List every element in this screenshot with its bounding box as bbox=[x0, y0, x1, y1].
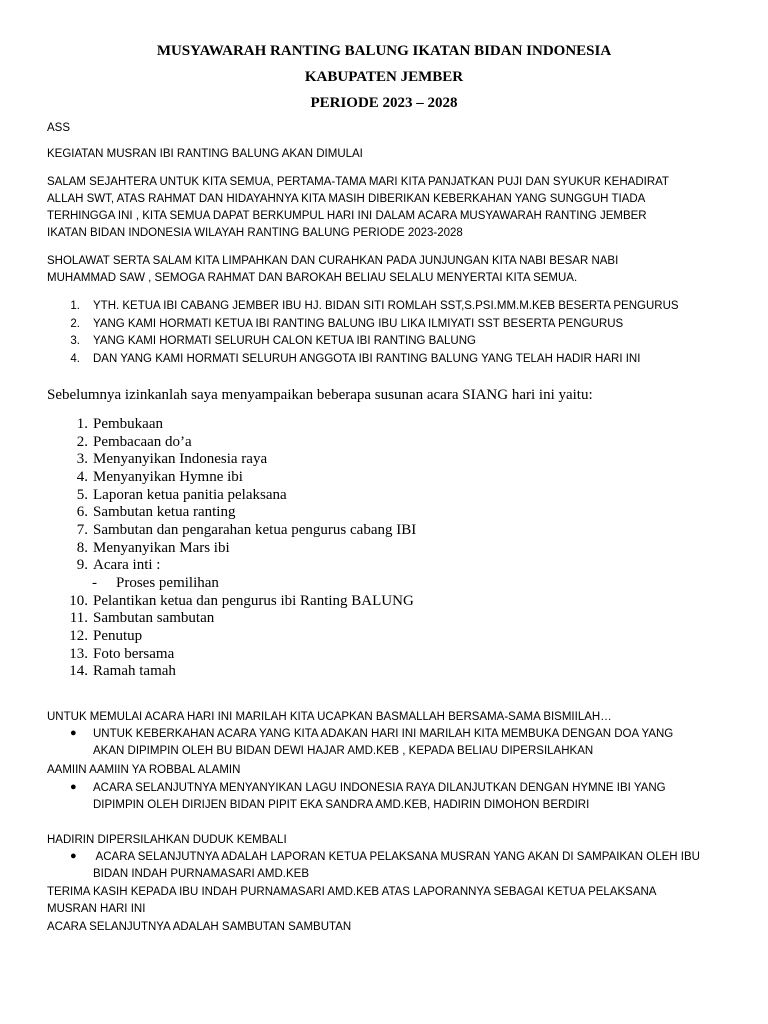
agenda-number: 5. bbox=[76, 487, 88, 503]
doa-line: UNTUK KEBERKAHAN ACARA YANG KITA ADAKAN HARI INI MARILAH KITA MEMBUKA DENGAN DOA YANG bbox=[93, 728, 674, 740]
laporan-line: BIDAN INDAH PURNAMASARI AMD.KEB bbox=[93, 868, 309, 880]
agenda-item: Acara inti : bbox=[93, 557, 161, 573]
agenda-item: Sambutan ketua ranting bbox=[93, 504, 236, 520]
opening-start: KEGIATAN MUSRAN IBI RANTING BALUNG AKAN DIMULAI bbox=[47, 148, 363, 160]
honorific-item: DAN YANG KAMI HORMATI SELURUH ANGGOTA IBI RANTING BALUNG YANG TELAH HADIR HARI INI bbox=[93, 353, 641, 365]
agenda-number: 7. bbox=[76, 522, 88, 538]
salam-line: SALAM SEJAHTERA UNTUK KITA SEMUA, PERTAMA-TAMA MARI KITA PANJATKAN PUJI DAN SYUKUR KEHADIRAT bbox=[47, 176, 669, 188]
sholawat-line: SHOLAWAT SERTA SALAM KITA LIMPAHKAN DAN CURAHKAN PADA JUNJUNGAN KITA NABI BESAR NABI bbox=[47, 255, 619, 267]
aamiin-line: AAMIIN AAMIIN YA ROBBAL ALAMIN bbox=[47, 764, 241, 776]
bullet-icon: ● bbox=[70, 850, 77, 862]
greeting: ASS bbox=[47, 122, 71, 134]
agenda-item: Sambutan dan pengarahan ketua pengurus cabang IBI bbox=[93, 522, 417, 538]
sambutan-line: ACARA SELANJUTNYA ADALAH SAMBUTAN SAMBUTAN bbox=[47, 921, 352, 933]
agenda-item: Menyanyikan Mars ibi bbox=[93, 540, 230, 556]
agenda-number: 11. bbox=[69, 610, 88, 626]
bullet-icon: ● bbox=[70, 781, 77, 793]
salam-line: ALLAH SWT, ATAS RAHMAT DAN HIDAYAHNYA KITA MASIH DIBERIKAN KEBERKAHAN YANG SUNGGUH TIADA bbox=[47, 193, 646, 205]
honorific-item: YANG KAMI HORMATI KETUA IBI RANTING BALUNG IBU LIKA ILMIYATI SST BESERTA PENGURUS bbox=[93, 318, 624, 330]
terima-kasih-line: MUSRAN HARI INI bbox=[47, 903, 146, 915]
header-region: KABUPATEN JEMBER bbox=[304, 69, 464, 85]
agenda-number: 12. bbox=[69, 628, 88, 644]
agenda-item: Penutup bbox=[93, 628, 143, 644]
agenda-number: 4. bbox=[76, 469, 88, 485]
agenda-number: 3. bbox=[76, 451, 88, 467]
terima-kasih-line: TERIMA KASIH KEPADA IBU INDAH PURNAMASARI AMD.KEB ATAS LAPORANNYA SEBAGAI KETUA PELAKSANA bbox=[47, 886, 657, 898]
agenda-item: Ramah tamah bbox=[93, 663, 176, 679]
header-title: MUSYAWARAH RANTING BALUNG IKATAN BIDAN INDONESIA bbox=[156, 43, 612, 59]
agenda-number: 10. bbox=[69, 593, 88, 609]
agenda-item: Pembacaan do’a bbox=[93, 434, 192, 450]
honorific-number: 3. bbox=[70, 335, 80, 347]
basmallah-line: UNTUK MEMULAI ACARA HARI INI MARILAH KITA UCAPKAN BASMALLAH BERSAMA-SAMA BISMIILAH… bbox=[47, 711, 612, 723]
laporan-line: ACARA SELANJUTNYA ADALAH LAPORAN KETUA PELAKSANA MUSRAN YANG AKAN DI SAMPAIKAN OLEH IBU bbox=[93, 851, 700, 863]
agenda-number: 9. bbox=[76, 557, 88, 573]
honorific-number: 2. bbox=[70, 318, 80, 330]
agenda-number: 2. bbox=[76, 434, 88, 450]
honorific-number: 4. bbox=[70, 353, 80, 365]
header-period: PERIODE 2023 – 2028 bbox=[310, 95, 458, 111]
doa-line: AKAN DIPIMPIN OLEH BU BIDAN DEWI HAJAR AMD.KEB , KEPADA BELIAU DIPERSILAHKAN bbox=[93, 745, 594, 757]
agenda-number: 1. bbox=[76, 416, 88, 432]
agenda-item: Menyanyikan Hymne ibi bbox=[93, 469, 243, 485]
agenda-intro: Sebelumnya izinkanlah saya menyampaikan beberapa susunan acara SIANG hari ini yaitu: bbox=[47, 387, 593, 403]
lagu-line: DIPIMPIN OLEH DIRIJEN BIDAN PIPIT EKA SANDRA AMD.KEB, HADIRIN DIMOHON BERDIRI bbox=[93, 799, 590, 811]
agenda-item: Pelantikan ketua dan pengurus ibi Ranting BALUNG bbox=[93, 593, 414, 609]
honorific-item: YTH. KETUA IBI CABANG JEMBER IBU HJ. BIDAN SITI ROMLAH SST,S.PSI.MM.M.KEB BESERTA PENGURUS bbox=[93, 300, 679, 312]
agenda-item: Laporan ketua panitia pelaksana bbox=[93, 487, 287, 503]
agenda-item: Menyanyikan Indonesia raya bbox=[93, 451, 268, 467]
agenda-number: 8. bbox=[76, 540, 88, 556]
lagu-line: ACARA SELANJUTNYA MENYANYIKAN LAGU INDONESIA RAYA DILANJUTKAN DENGAN HYMNE IBI YANG bbox=[93, 782, 666, 794]
salam-line: TERHINGGA INI , KITA SEMUA DAPAT BERKUMPUL HARI INI DALAM ACARA MUSYAWARAH RANTING JEMBER bbox=[47, 210, 647, 222]
salam-line: IKATAN BIDAN INDONESIA WILAYAH RANTING BALUNG PERIODE 2023-2028 bbox=[47, 227, 463, 239]
honorific-number: 1. bbox=[70, 300, 80, 312]
agenda-number: 6. bbox=[76, 504, 88, 520]
honorific-item: YANG KAMI HORMATI SELURUH CALON KETUA IBI RANTING BALUNG bbox=[93, 335, 476, 347]
agenda-item: Foto bersama bbox=[93, 646, 175, 662]
duduk-line: HADIRIN DIPERSILAHKAN DUDUK KEMBALI bbox=[47, 834, 287, 846]
agenda-item: Pembukaan bbox=[93, 416, 163, 432]
agenda-number: 13. bbox=[69, 646, 88, 662]
agenda-dash: - bbox=[92, 575, 97, 591]
sholawat-line: MUHAMMAD SAW , SEMOGA RAHMAT DAN BAROKAH BELIAU SELALU MENYERTAI KITA SEMUA. bbox=[47, 272, 578, 284]
agenda-subitem: Proses pemilihan bbox=[116, 575, 219, 591]
bullet-icon: ● bbox=[70, 727, 77, 739]
agenda-item: Sambutan sambutan bbox=[93, 610, 215, 626]
agenda-number: 14. bbox=[69, 663, 88, 679]
